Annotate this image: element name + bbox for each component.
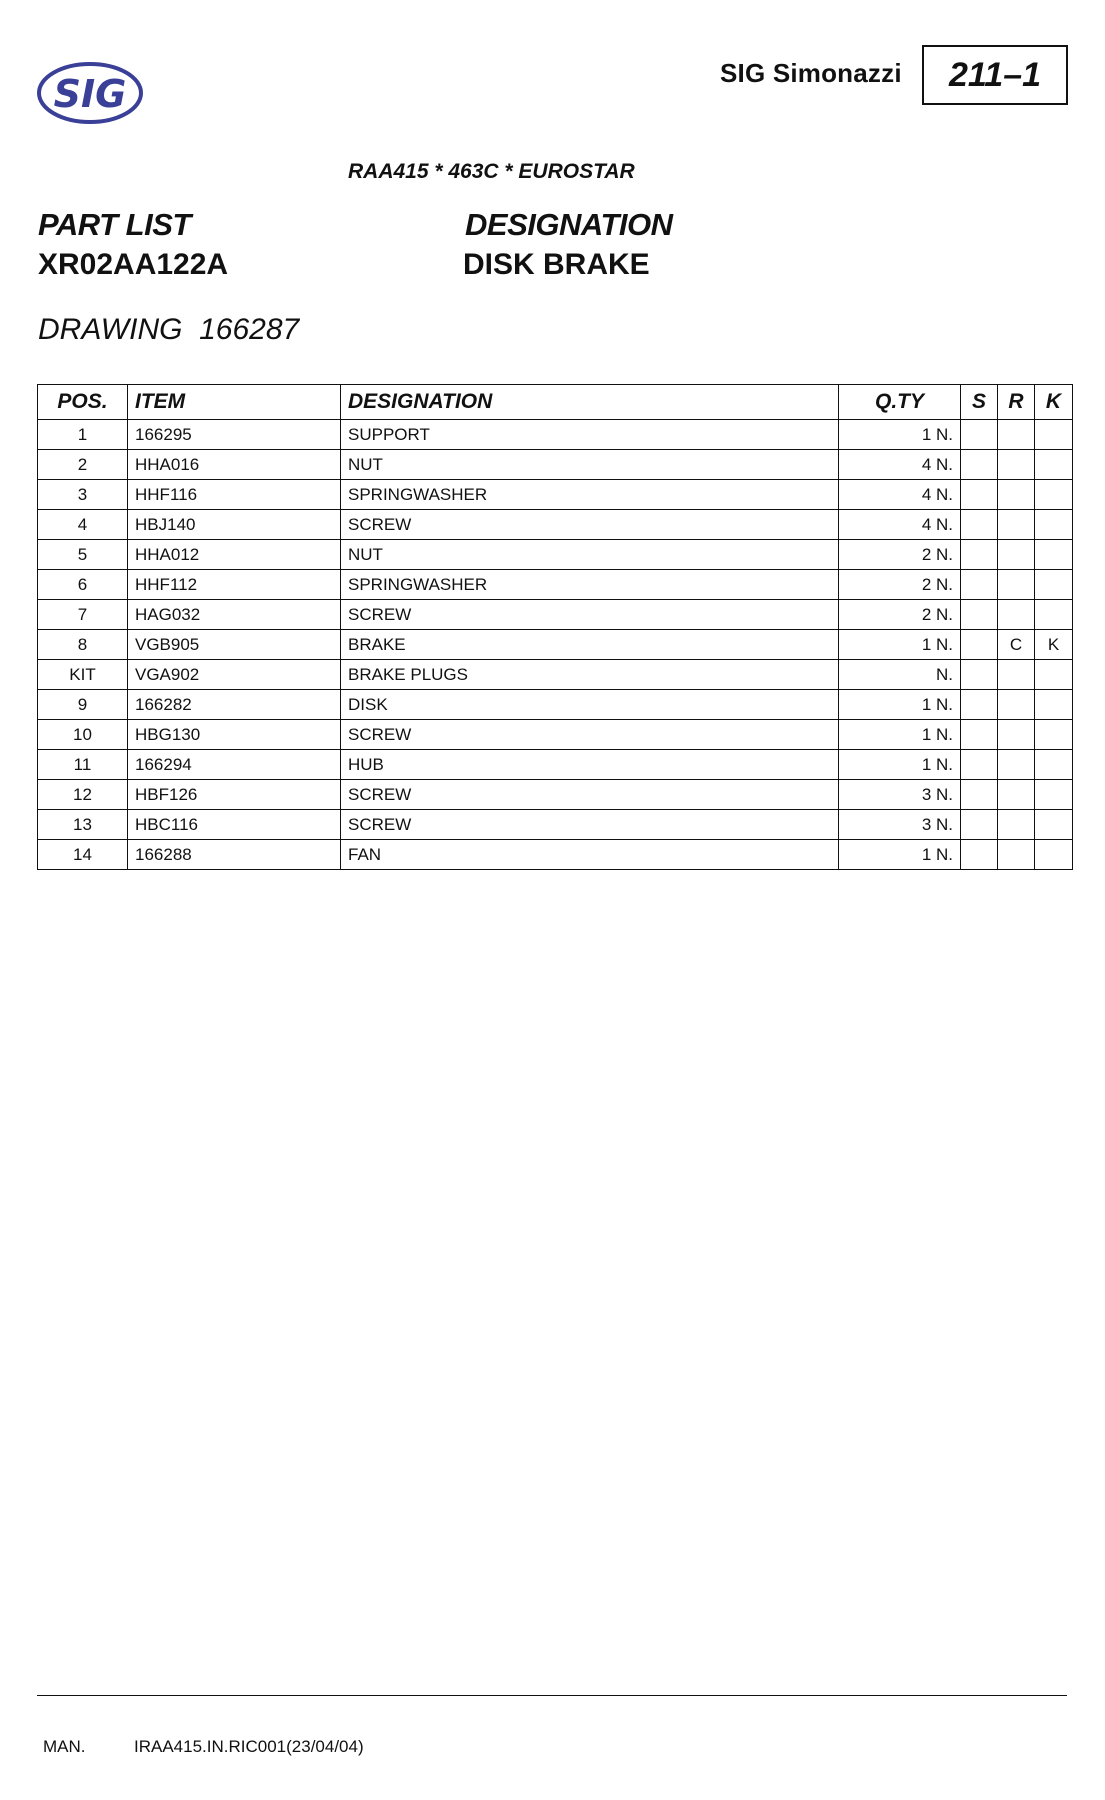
cell-item: HHA016	[128, 450, 341, 480]
cell-k	[1035, 480, 1073, 510]
cell-designation: SCREW	[341, 780, 839, 810]
part-list-label: PART LIST	[38, 207, 191, 242]
cell-k	[1035, 420, 1073, 450]
logo-text: SIG	[53, 72, 127, 116]
cell-pos: 8	[38, 630, 128, 660]
cell-qty: 1 N.	[839, 630, 961, 660]
column-header-pos: POS.	[38, 385, 128, 420]
column-header-item: ITEM	[128, 385, 341, 420]
cell-pos: 3	[38, 480, 128, 510]
table-row	[38, 660, 1073, 690]
cell-k	[1035, 750, 1073, 780]
table-row	[38, 840, 1073, 870]
cell-item: 166294	[128, 750, 341, 780]
cell-pos: 5	[38, 540, 128, 570]
cell-s	[961, 630, 998, 660]
cell-designation: FAN	[341, 840, 839, 870]
column-header-k: K	[1035, 385, 1073, 420]
cell-r	[998, 810, 1035, 840]
cell-s	[961, 540, 998, 570]
table-row	[38, 690, 1073, 720]
cell-designation: NUT	[341, 540, 839, 570]
table-row	[38, 630, 1073, 660]
column-header-s: S	[961, 385, 998, 420]
cell-qty: 1 N.	[839, 840, 961, 870]
cell-qty: 2 N.	[839, 570, 961, 600]
cell-k	[1035, 690, 1073, 720]
cell-pos: 1	[38, 420, 128, 450]
cell-s	[961, 480, 998, 510]
cell-r: C	[998, 630, 1035, 660]
cell-pos: 10	[38, 720, 128, 750]
cell-s	[961, 450, 998, 480]
cell-designation: HUB	[341, 750, 839, 780]
cell-designation: BRAKE	[341, 630, 839, 660]
cell-r	[998, 540, 1035, 570]
cell-k	[1035, 510, 1073, 540]
cell-qty: 4 N.	[839, 480, 961, 510]
brand-name: SIG Simonazzi	[720, 58, 902, 88]
cell-item: 166282	[128, 690, 341, 720]
cell-pos: 14	[38, 840, 128, 870]
cell-qty: N.	[839, 660, 961, 690]
cell-designation: SCREW	[341, 600, 839, 630]
column-header-designation: DESIGNATION	[341, 385, 839, 420]
cell-s	[961, 690, 998, 720]
cell-item: HBC116	[128, 810, 341, 840]
cell-r	[998, 600, 1035, 630]
cell-k	[1035, 720, 1073, 750]
cell-s	[961, 570, 998, 600]
cell-item: 166295	[128, 420, 341, 450]
cell-k	[1035, 660, 1073, 690]
table-row	[38, 570, 1073, 600]
cell-s	[961, 780, 998, 810]
table-row	[38, 420, 1073, 450]
cell-pos: KIT	[38, 660, 128, 690]
cell-pos: 4	[38, 510, 128, 540]
cell-r	[998, 570, 1035, 600]
cell-s	[961, 600, 998, 630]
table-row	[38, 540, 1073, 570]
designation-value: DISK BRAKE	[463, 248, 650, 281]
cell-qty: 1 N.	[839, 690, 961, 720]
designation-label: DESIGNATION	[465, 207, 673, 242]
cell-r	[998, 750, 1035, 780]
cell-qty: 4 N.	[839, 510, 961, 540]
cell-designation: SCREW	[341, 720, 839, 750]
cell-k	[1035, 570, 1073, 600]
cell-s	[961, 810, 998, 840]
model-line: RAA415 * 463C * EUROSTAR	[348, 160, 635, 183]
cell-r	[998, 690, 1035, 720]
cell-qty: 2 N.	[839, 540, 961, 570]
cell-qty: 3 N.	[839, 810, 961, 840]
table-row	[38, 720, 1073, 750]
cell-k	[1035, 780, 1073, 810]
cell-s	[961, 750, 998, 780]
cell-s	[961, 840, 998, 870]
cell-item: HBF126	[128, 780, 341, 810]
cell-pos: 7	[38, 600, 128, 630]
cell-k	[1035, 810, 1073, 840]
cell-s	[961, 510, 998, 540]
cell-item: HAG032	[128, 600, 341, 630]
cell-item: HBJ140	[128, 510, 341, 540]
cell-item: HHF112	[128, 570, 341, 600]
cell-designation: SCREW	[341, 510, 839, 540]
cell-pos: 2	[38, 450, 128, 480]
part-code: XR02AA122A	[38, 248, 229, 281]
cell-r	[998, 450, 1035, 480]
drawing-line	[38, 313, 299, 347]
cell-qty: 2 N.	[839, 600, 961, 630]
column-header-qty: Q.TY	[839, 385, 961, 420]
cell-pos: 13	[38, 810, 128, 840]
cell-k	[1035, 450, 1073, 480]
table-row	[38, 510, 1073, 540]
cell-r	[998, 660, 1035, 690]
column-header-r: R	[998, 385, 1035, 420]
cell-designation: SUPPORT	[341, 420, 839, 450]
drawing-number: 166287	[199, 313, 300, 346]
cell-item: VGB905	[128, 630, 341, 660]
cell-r	[998, 510, 1035, 540]
cell-designation: SCREW	[341, 810, 839, 840]
table-row	[38, 750, 1073, 780]
cell-item: VGA902	[128, 660, 341, 690]
cell-s	[961, 720, 998, 750]
table-row	[38, 810, 1073, 840]
cell-designation: SPRINGWASHER	[341, 570, 839, 600]
cell-r	[998, 780, 1035, 810]
cell-item: 166288	[128, 840, 341, 870]
cell-k	[1035, 840, 1073, 870]
table-row	[38, 600, 1073, 630]
cell-r	[998, 480, 1035, 510]
cell-pos: 9	[38, 690, 128, 720]
cell-qty: 3 N.	[839, 780, 961, 810]
cell-qty: 1 N.	[839, 420, 961, 450]
cell-designation: NUT	[341, 450, 839, 480]
cell-pos: 12	[38, 780, 128, 810]
sig-logo	[36, 60, 144, 126]
cell-k	[1035, 540, 1073, 570]
cell-k	[1035, 600, 1073, 630]
cell-item: HBG130	[128, 720, 341, 750]
cell-designation: BRAKE PLUGS	[341, 660, 839, 690]
cell-qty: 1 N.	[839, 720, 961, 750]
footer-reference: IRAA415.IN.RIC001(23/04/04)	[134, 1737, 364, 1756]
cell-r	[998, 720, 1035, 750]
footer-man: MAN.	[43, 1737, 86, 1756]
cell-pos: 6	[38, 570, 128, 600]
table-header-row	[38, 385, 1073, 420]
footer-divider	[37, 1695, 1067, 1696]
page-number: 211–1	[922, 45, 1068, 105]
cell-item: HHF116	[128, 480, 341, 510]
cell-qty: 1 N.	[839, 750, 961, 780]
table-row	[38, 780, 1073, 810]
cell-r	[998, 420, 1035, 450]
cell-designation: DISK	[341, 690, 839, 720]
cell-qty: 4 N.	[839, 450, 961, 480]
cell-item: HHA012	[128, 540, 341, 570]
cell-s	[961, 660, 998, 690]
cell-designation: SPRINGWASHER	[341, 480, 839, 510]
cell-k: K	[1035, 630, 1073, 660]
table-row	[38, 480, 1073, 510]
drawing-label: DRAWING	[38, 313, 183, 346]
table-row	[38, 450, 1073, 480]
cell-pos: 11	[38, 750, 128, 780]
cell-r	[998, 840, 1035, 870]
cell-s	[961, 420, 998, 450]
parts-table	[37, 384, 1073, 870]
